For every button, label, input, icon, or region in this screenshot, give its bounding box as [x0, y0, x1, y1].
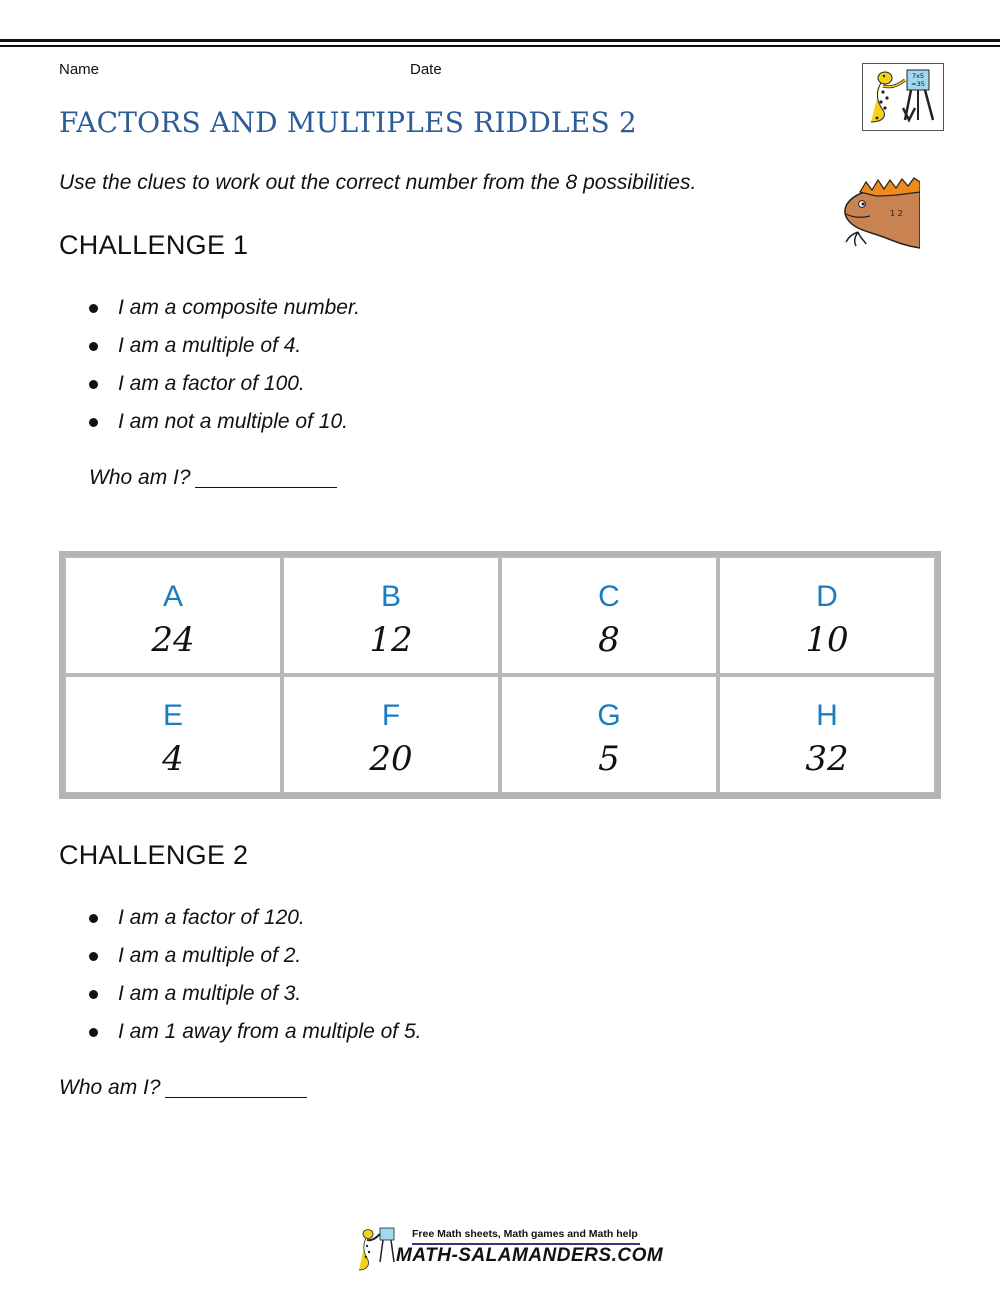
option-number: 10 — [805, 620, 849, 660]
top-rule-thick — [0, 39, 1000, 42]
challenge-2-answer-blank[interactable] — [165, 1079, 307, 1098]
option-cell-b — [282, 556, 500, 675]
bullet-icon — [89, 952, 98, 961]
option-number: 24 — [151, 620, 195, 660]
salamander-logo — [862, 63, 944, 131]
option-cell-a — [64, 556, 282, 675]
challenge-2-question: Who am I? — [59, 1076, 307, 1100]
bullet-icon — [89, 914, 98, 923]
option-number: 4 — [162, 739, 184, 779]
option-number: 12 — [369, 620, 413, 660]
option-number: 20 — [369, 739, 413, 779]
clue-item: I am a multiple of 2. — [88, 943, 421, 981]
clue-item: I am 1 away from a multiple of 5. — [88, 1019, 421, 1057]
bullet-icon — [89, 342, 98, 351]
svg-text:1 2: 1 2 — [890, 209, 903, 218]
challenge-1-question: Who am I? — [89, 466, 337, 490]
challenge-1-clue-list — [88, 295, 360, 447]
logo-caption-line1: 7x5 — [911, 72, 925, 80]
date-label: Date — [410, 61, 442, 78]
challenge-2-clue-list — [88, 905, 421, 1057]
instructions-text: Use the clues to work out the correct number from the 8 possibilities. — [59, 171, 697, 194]
top-rule-thin — [0, 45, 1000, 47]
footer-brand: MATH-SALAMANDERS.COM — [396, 1245, 664, 1266]
bullet-icon — [89, 990, 98, 999]
clue-item: I am a multiple of 3. — [88, 981, 421, 1019]
option-number: 5 — [598, 739, 620, 779]
clue-item: I am a factor of 100. — [88, 371, 360, 409]
option-letter: G — [597, 699, 621, 732]
clue-item: I am a composite number. — [88, 295, 360, 333]
option-letter: F — [381, 699, 401, 732]
footer-tagline: Free Math sheets, Math games and Math help — [412, 1228, 638, 1240]
option-cell-f — [282, 675, 500, 794]
option-number: 8 — [598, 620, 620, 660]
bullet-icon — [89, 418, 98, 427]
option-letter: A — [162, 580, 183, 613]
logo-caption-line2: =35 — [911, 80, 925, 88]
option-cell-e — [64, 675, 282, 794]
bullet-icon — [89, 380, 98, 389]
clue-item: I am not a multiple of 10. — [88, 409, 360, 447]
challenge-1-answer-blank[interactable] — [195, 469, 337, 488]
challenge-2-heading: CHALLENGE 2 — [59, 840, 249, 870]
option-letter: E — [162, 699, 183, 732]
option-cell-h — [718, 675, 936, 794]
option-letter: H — [816, 699, 838, 732]
option-cell-d — [718, 556, 936, 675]
page-title: FACTORS AND MULTIPLES RIDDLES 2 — [59, 106, 637, 139]
footer-logo — [356, 1222, 664, 1274]
option-letter: C — [598, 580, 620, 613]
salamander-teacher-icon — [863, 64, 942, 129]
options-grid — [59, 551, 941, 799]
clue-item: I am a multiple of 4. — [88, 333, 360, 371]
option-number: 32 — [805, 739, 849, 779]
salamander-footer-icon — [356, 1224, 396, 1274]
option-cell-g — [500, 675, 718, 794]
challenge-1-heading: CHALLENGE 1 — [59, 230, 249, 260]
option-letter: D — [816, 580, 838, 613]
lizard-icon — [836, 176, 920, 254]
clue-item: I am a factor of 120. — [88, 905, 421, 943]
bullet-icon — [89, 1028, 98, 1037]
name-label: Name — [59, 61, 100, 78]
option-cell-c — [500, 556, 718, 675]
bullet-icon — [89, 304, 98, 313]
option-letter: B — [380, 580, 401, 613]
